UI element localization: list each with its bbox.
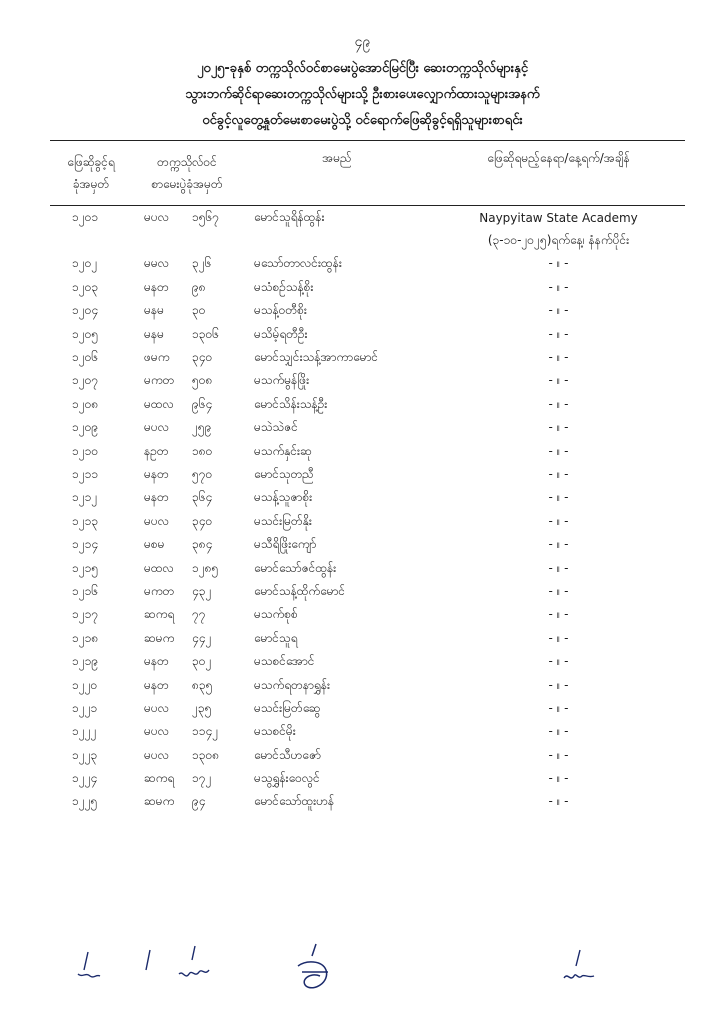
name-cell: မောင်သုတညီ bbox=[254, 466, 314, 481]
name-cell: မသစင်မိုး bbox=[254, 724, 296, 739]
ditto-cell: - ။ - bbox=[548, 373, 569, 388]
table-row bbox=[50, 674, 685, 697]
ditto-cell: - ။ - bbox=[548, 279, 569, 294]
signature-1 bbox=[70, 948, 110, 988]
ditto-cell: - ။ - bbox=[548, 537, 569, 552]
name-cell: မောင်သော်ထူးဟန် bbox=[254, 794, 335, 809]
exam-roll-cell bbox=[132, 604, 242, 627]
table-header bbox=[50, 141, 685, 206]
exam-roll-cell bbox=[132, 650, 242, 673]
roll-prefix: ဆကရ bbox=[144, 771, 175, 786]
seat-number-cell: ၁၂၁၄ bbox=[72, 537, 99, 552]
ditto-cell: - ။ - bbox=[548, 466, 569, 481]
roll-number: ၈၃၅ bbox=[192, 677, 213, 692]
exam-roll-cell bbox=[132, 323, 242, 346]
roll-prefix: မပလ bbox=[144, 420, 169, 435]
document-title bbox=[0, 56, 725, 134]
table-row bbox=[50, 533, 685, 556]
table-row bbox=[50, 744, 685, 767]
name-cell: မသင်းမြတ်ဆွေ bbox=[254, 700, 321, 715]
venue-cell: Naypyitaw State Academy bbox=[479, 210, 638, 225]
roll-prefix: ဆမက bbox=[144, 794, 175, 809]
table-row bbox=[50, 604, 685, 627]
ditto-cell: - ။ - bbox=[548, 443, 569, 458]
ditto-cell: - ။ - bbox=[548, 303, 569, 318]
roll-number: ၂၅၉ bbox=[192, 420, 212, 435]
table-row bbox=[50, 300, 685, 323]
exam-roll-cell bbox=[132, 697, 242, 720]
roll-number: ၂၃၅ bbox=[192, 700, 212, 715]
roll-prefix: ဆကရ bbox=[144, 607, 175, 622]
seat-number-cell: ၁၂၂၁ bbox=[72, 700, 98, 715]
seat-number-cell: ၁၂၂၄ bbox=[72, 771, 98, 786]
roll-number: ၉၆၄ bbox=[192, 396, 213, 411]
table-row bbox=[50, 510, 685, 533]
roll-prefix: မနတ bbox=[144, 466, 169, 481]
roll-number: ၁၇၂ bbox=[192, 771, 212, 786]
seat-number-cell: ၁၂၀၅ bbox=[72, 326, 99, 341]
seat-number-cell: ၁၂၁၆ bbox=[72, 583, 99, 598]
ditto-cell: - ။ - bbox=[548, 630, 569, 645]
roll-number: ၉၄ bbox=[192, 794, 206, 809]
page-number: ၄၉ bbox=[354, 34, 371, 50]
exam-roll-cell bbox=[132, 417, 242, 440]
seat-number-cell: ၁၂၁၀ bbox=[72, 443, 99, 458]
roll-prefix: မပလ bbox=[144, 209, 169, 224]
name-cell: မသန့်သူဇာစိုး bbox=[254, 490, 313, 505]
seat-number-cell: ၁၂၁၉ bbox=[72, 654, 99, 669]
table-row bbox=[50, 417, 685, 440]
roll-prefix: မကတ bbox=[144, 373, 175, 388]
header-seat-number: ဖြေဆိုခွင့်ရ ခုံအမှတ် bbox=[50, 141, 132, 206]
name-cell: မောင်သန့်ထိုက်မောင် bbox=[254, 583, 346, 598]
table-row bbox=[50, 370, 685, 393]
empty-cell bbox=[132, 229, 242, 252]
name-cell: မောင်သီဟဇော် bbox=[254, 747, 321, 762]
roll-number: ၁၈၀ bbox=[192, 443, 213, 458]
exam-roll-cell bbox=[132, 533, 242, 556]
table-row bbox=[50, 487, 685, 510]
roll-prefix: မပလ bbox=[144, 724, 169, 739]
empty-cell bbox=[242, 229, 432, 252]
table-row-continuation bbox=[50, 229, 685, 252]
ditto-cell: - ။ - bbox=[548, 350, 569, 365]
table-row bbox=[50, 767, 685, 790]
exam-roll-cell bbox=[132, 510, 242, 533]
table-row bbox=[50, 440, 685, 463]
ditto-cell: - ။ - bbox=[548, 607, 569, 622]
ditto-cell: - ။ - bbox=[548, 396, 569, 411]
roll-prefix: မနတ bbox=[144, 279, 169, 294]
table-row bbox=[50, 276, 685, 299]
exam-roll-cell bbox=[132, 674, 242, 697]
roll-prefix: မထလ bbox=[144, 396, 174, 411]
roll-prefix: မနတ bbox=[144, 490, 169, 505]
signature-3 bbox=[175, 944, 215, 988]
table-row bbox=[50, 580, 685, 603]
exam-roll-cell bbox=[132, 744, 242, 767]
name-cell: မသွရွှန်းဝေလွင် bbox=[254, 771, 320, 786]
name-cell: မောင်သိန်းသန့်ဦး bbox=[254, 396, 328, 411]
table-row bbox=[50, 557, 685, 580]
roll-prefix: မမလ bbox=[144, 256, 169, 271]
name-cell: မောင်သူရိန်ထွန်း bbox=[254, 209, 325, 224]
title-line-2: သွားဘက်ဆိုင်ရာဆေးတက္ကသိုလ်များသို့ ဦးစားပေးလျှောက်ထားသူများအနက် bbox=[185, 87, 540, 102]
exam-roll-cell bbox=[132, 791, 242, 814]
roll-number: ၁၂၈၅ bbox=[192, 560, 219, 575]
seat-number-cell: ၁၂၀၈ bbox=[72, 396, 99, 411]
table-row bbox=[50, 206, 685, 230]
roll-number: ၅၀၈ bbox=[192, 373, 213, 388]
name-cell: မသံစဉ်သန့်စိုး bbox=[254, 279, 314, 294]
exam-roll-cell bbox=[132, 206, 242, 230]
exam-roll-cell bbox=[132, 253, 242, 276]
table-row bbox=[50, 650, 685, 673]
ditto-cell: - ။ - bbox=[548, 724, 569, 739]
roll-number: ၃၆၄ bbox=[192, 490, 213, 505]
exam-roll-cell bbox=[132, 580, 242, 603]
signature-2 bbox=[138, 948, 158, 978]
name-cell: မောင်သော်ဇင်ထွန်း bbox=[254, 560, 337, 575]
exam-roll-cell bbox=[132, 440, 242, 463]
signature-4 bbox=[292, 942, 336, 998]
table-row bbox=[50, 627, 685, 650]
seat-number-cell: ၁၂၀၃ bbox=[72, 279, 99, 294]
name-cell: မသစင်အောင် bbox=[254, 654, 315, 669]
venue-date-cell: (၃-၁၀-၂၀၂၅)ရက်နေ့၊ နံနက်ပိုင်း bbox=[487, 233, 630, 248]
roll-number: ၇၇ bbox=[192, 607, 206, 622]
name-cell: မသင်းမြတ်နိုး bbox=[254, 513, 312, 528]
exam-roll-cell bbox=[132, 463, 242, 486]
header-name: အမည် bbox=[242, 141, 432, 206]
roll-number: ၁၁၄၂ bbox=[192, 724, 219, 739]
roll-prefix: မနမ bbox=[144, 303, 164, 318]
title-line-1: ၂၀၂၅-ခုနှစ် တက္ကသိုလ်ဝင်စာမေးပွဲအောင်မြင်ပြီး ဆေးတက္ကသိုလ်များနှင့် bbox=[196, 61, 529, 76]
name-cell: မသီရိဖြိုးကျော် bbox=[254, 537, 317, 552]
roll-number: ၄၃၂ bbox=[192, 583, 212, 598]
roll-prefix: ဖမက bbox=[144, 350, 170, 365]
exam-roll-cell bbox=[132, 393, 242, 416]
table-row bbox=[50, 346, 685, 369]
roll-number: ၃၄၀ bbox=[192, 513, 213, 528]
seat-number-cell: ၁၂၀၇ bbox=[72, 373, 99, 388]
roll-prefix: မစမ bbox=[144, 537, 165, 552]
table-row bbox=[50, 791, 685, 814]
table-row bbox=[50, 323, 685, 346]
seat-number-cell: ၁၂၀၆ bbox=[72, 350, 99, 365]
roll-number: ၃၀၂ bbox=[192, 654, 212, 669]
table-row bbox=[50, 463, 685, 486]
seat-number-cell: ၁၂၀၁ bbox=[72, 209, 99, 224]
roll-prefix: မနတ bbox=[144, 654, 169, 669]
name-cell: မောင်သူရ bbox=[254, 630, 298, 645]
roll-prefix: ဆမက bbox=[144, 630, 175, 645]
name-cell: မသက်ရတနာရွှန်း bbox=[254, 677, 331, 692]
roll-number: ၄၄၂ bbox=[192, 630, 212, 645]
table-row bbox=[50, 253, 685, 276]
ditto-cell: - ။ - bbox=[548, 420, 569, 435]
exam-roll-cell bbox=[132, 346, 242, 369]
header-venue-date-time: ဖြေဆိုရမည့်နေရာ/နေ့ရက်/အချိန် bbox=[432, 141, 685, 206]
roll-number: ၃၂၆ bbox=[192, 256, 212, 271]
table-body bbox=[50, 206, 685, 815]
seat-number-cell: ၁၂၁၇ bbox=[72, 607, 99, 622]
roll-number: ၃၈၄ bbox=[192, 537, 213, 552]
ditto-cell: - ။ - bbox=[548, 256, 569, 271]
table-row bbox=[50, 697, 685, 720]
name-cell: မသဲသဲဇင် bbox=[254, 420, 298, 435]
empty-cell bbox=[50, 229, 132, 252]
roll-number: ၅၇၀ bbox=[192, 466, 213, 481]
name-cell: မောင်သျှင်းသန့်အာကာမောင် bbox=[254, 350, 379, 365]
roll-prefix: မပလ bbox=[144, 747, 169, 762]
seat-number-cell: ၁၂၁၈ bbox=[72, 630, 99, 645]
roll-prefix: မနတ bbox=[144, 677, 169, 692]
seat-number-cell: ၁၂၂၅ bbox=[72, 794, 98, 809]
table-row bbox=[50, 721, 685, 744]
roll-prefix: မနမ bbox=[144, 326, 164, 341]
roll-prefix: မပလ bbox=[144, 513, 169, 528]
ditto-cell: - ။ - bbox=[548, 513, 569, 528]
roll-number: ၃၄၀ bbox=[192, 350, 213, 365]
roll-prefix: မထလ bbox=[144, 560, 174, 575]
roll-number: ၃၀ bbox=[192, 303, 206, 318]
name-cell: မသက်နှင်းဆု bbox=[254, 443, 312, 458]
seat-number-cell: ၁၂၀၉ bbox=[72, 420, 99, 435]
header-exam-roll-number: တက္ကသိုလ်ဝင် စာမေးပွဲခုံအမှတ် bbox=[132, 141, 242, 206]
ditto-cell: - ။ - bbox=[548, 747, 569, 762]
name-cell: မသော်တာလင်းထွန်း bbox=[254, 256, 342, 271]
table-row bbox=[50, 393, 685, 416]
name-cell: မသန့်ဝတီစိုး bbox=[254, 303, 307, 318]
signature-5 bbox=[560, 948, 600, 988]
exam-roll-cell bbox=[132, 721, 242, 744]
roll-prefix: မကတ bbox=[144, 583, 175, 598]
seat-number-cell: ၁၂၁၃ bbox=[72, 513, 99, 528]
exam-roll-cell bbox=[132, 557, 242, 580]
seat-number-cell: ၁၂၁၁ bbox=[72, 466, 99, 481]
seat-number-cell: ၁၂၀၂ bbox=[72, 256, 98, 271]
name-cell: မသက်စုစ် bbox=[254, 607, 298, 622]
ditto-cell: - ။ - bbox=[548, 771, 569, 786]
exam-roll-cell bbox=[132, 627, 242, 650]
ditto-cell: - ။ - bbox=[548, 794, 569, 809]
exam-roll-cell bbox=[132, 276, 242, 299]
roll-number: ၁၃၀၈ bbox=[192, 747, 220, 762]
ditto-cell: - ။ - bbox=[548, 326, 569, 341]
seat-number-cell: ၁၂၂၂ bbox=[72, 724, 97, 739]
name-cell: မသက်မွန်ဖြိုး bbox=[254, 373, 310, 388]
exam-roll-cell bbox=[132, 487, 242, 510]
seat-number-cell: ၁၂၁၂ bbox=[72, 490, 98, 505]
ditto-cell: - ။ - bbox=[548, 583, 569, 598]
ditto-cell: - ။ - bbox=[548, 677, 569, 692]
roll-number: ၁၃၀၆ bbox=[192, 326, 219, 341]
title-line-3: ဝင်ခွင့်လူတွေ့နှုတ်မေးစာမေးပွဲသို့ ဝင်ရောက်ဖြေဆိုခွင့်ရရှိသူများစာရင်း bbox=[202, 113, 523, 128]
ditto-cell: - ။ - bbox=[548, 700, 569, 715]
seat-number-cell: ၁၂၁၅ bbox=[72, 560, 99, 575]
candidate-table-container bbox=[50, 140, 685, 814]
exam-roll-cell bbox=[132, 767, 242, 790]
signature-row bbox=[0, 940, 725, 1000]
ditto-cell: - ။ - bbox=[548, 654, 569, 669]
roll-number: ၁၅၆၇ bbox=[192, 209, 219, 224]
ditto-cell: - ။ - bbox=[548, 490, 569, 505]
seat-number-cell: ၁၂၂၀ bbox=[72, 677, 98, 692]
roll-prefix: နဥတ bbox=[144, 443, 169, 458]
exam-roll-cell bbox=[132, 370, 242, 393]
seat-number-cell: ၁၂၀၄ bbox=[72, 303, 99, 318]
roll-prefix: မပလ bbox=[144, 700, 169, 715]
roll-number: ၉၈ bbox=[192, 279, 206, 294]
ditto-cell: - ။ - bbox=[548, 560, 569, 575]
candidate-table bbox=[50, 140, 685, 814]
name-cell: မသိမ့်ရတီဦး bbox=[254, 326, 308, 341]
seat-number-cell: ၁၂၂၃ bbox=[72, 747, 98, 762]
exam-roll-cell bbox=[132, 300, 242, 323]
